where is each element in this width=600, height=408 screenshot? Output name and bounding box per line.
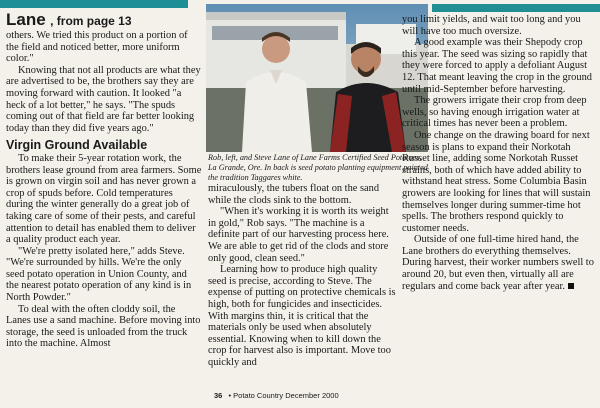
- paragraph: you limit yields, and wait too long and you will have too much oversize.: [402, 14, 581, 37]
- photo-illustration: [206, 4, 428, 152]
- column-3: [402, 14, 594, 292]
- header-rule-right: [432, 4, 600, 12]
- paragraph: One change on the drawing board for next season is plans to expand their Norkotah Russet line, adding some Norkotah Russet strains, both of which have added ability to withstand heat stress. Some Columbia Basin growers are looking for lines that will sustain themselves longer during summer-time hot spells. The brothers respond quickly to customer needs.: [402, 129, 591, 234]
- paragraph: To make their 5-year rotation work, the brothers lease ground from area farmers. Some is grown on virgin soil and has never grown a crop of spuds before. Cold temperatures during the winter generally do a great job of taking care of some of their pests, and careful attention to detail has enabled them to deliver a quality product each year.: [6, 152, 202, 246]
- continued-from: , from page 13: [50, 14, 132, 28]
- paragraph: Knowing that not all products are what they are advertised to be, the brothers say they are moving forward with caution. It looked "a heck of a lot better," he says. "The spuds coming out of that field are far better looking today than they did five years ago.": [6, 64, 201, 134]
- paragraph: Learning how to produce high quality seed is precise, according to Steve. The expense of putting on protective chemicals is high, both for fungicides and insecticides. With margins thin, it is critical that the materials only be used when absolutely essential. Knowing when to kill down the crop for harvest also is important. Move too quickly and: [208, 264, 396, 368]
- continued-heading: [6, 10, 132, 30]
- paragraph: The growers irrigate their crop from deep wells, so having enough irrigation water at critical times has never been a problem.: [402, 95, 587, 130]
- photo-caption: Rob, left, and Steve Lane of Lane Farms Certified Seed Potatoes, La Grande, Ore. In back is seed potato planting equipment painted the tradition Taggares white.: [208, 153, 428, 182]
- end-mark: [568, 283, 574, 289]
- paragraph: A good example was their Shepody crop this year. The seed was sizing so rapidly that they were forced to apply a defoliant August 12. That meant leaving the crop in the ground until mid-September before harvesting.: [402, 37, 592, 95]
- section-heading: Virgin Ground Available: [6, 138, 148, 153]
- paragraph: "When it's working it is worth its weight in gold," Rob says. "The machine is a definite part of our harvesting process here. We are able to get rid of the clods and store only good, clean seed.": [208, 206, 389, 264]
- paragraph: miraculously, the tubers float on the sand while the clods sink to the bottom.: [208, 183, 380, 206]
- paragraph: others. We tried this product on a portion of the field and noticed better, more uniform color.": [6, 30, 188, 65]
- farmers-photo: [206, 4, 428, 152]
- column-2: [208, 183, 398, 369]
- paragraph: [402, 234, 594, 292]
- page-footer: [214, 391, 339, 400]
- paragraph: "We're pretty isolated here," adds Steve. "We're surrounded by hills. We're the only seed potato operation in Union County, and the nearest potato operation of any kind is in North Powder.": [6, 245, 192, 304]
- publication-info: • Potato Country December 2000: [228, 391, 339, 400]
- header-rule: [0, 0, 188, 8]
- page-number: 36: [214, 391, 223, 400]
- paragraph: To deal with the often cloddy soil, the Lanes use a sand machine. Before moving into storage, the seed is unloaded from the truck into the machine. Almost: [6, 303, 201, 350]
- paragraph-text: Outside of one full-time hired hand, the Lane brothers do everything themselves. During harvest, their worker numbers swell to around 20, but even then, virtually all are regulars and come back year after year.: [402, 234, 594, 292]
- article-title: Lane: [6, 10, 46, 29]
- column-1: [6, 30, 202, 350]
